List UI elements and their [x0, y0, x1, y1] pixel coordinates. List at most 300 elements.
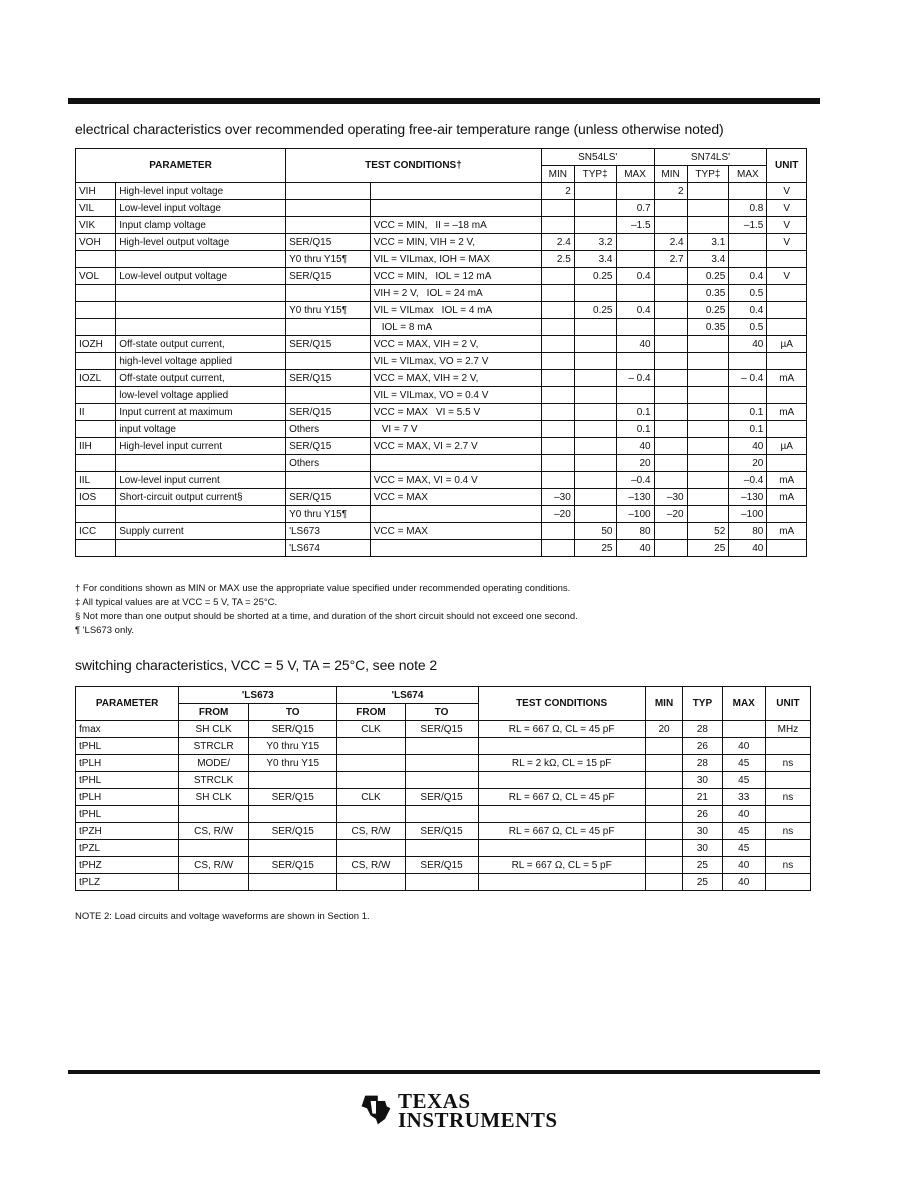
param-subgroup: Y0 thru Y15¶: [286, 251, 371, 268]
footnote-section: § Not more than one output should be shorted at a time, and duration of the short circuit should not exceed one second.: [75, 611, 578, 622]
value-a-min: [541, 455, 574, 472]
test-condition: [370, 183, 541, 200]
param-symbol: II: [76, 404, 116, 421]
unit: [767, 387, 807, 404]
unit: [765, 806, 810, 823]
param-description: High-level input voltage: [116, 183, 286, 200]
ls674-from: [337, 738, 405, 755]
value-a-min: [541, 370, 574, 387]
texas-instruments-logo-icon: [358, 1090, 394, 1130]
value-b-max: [729, 251, 767, 268]
value-max: 40: [722, 738, 765, 755]
value-b-min: [654, 268, 687, 285]
value-a-typ: [574, 183, 616, 200]
test-condition: [370, 421, 541, 438]
ls674-to: [405, 755, 478, 772]
param-subgroup: SER/Q15: [286, 268, 371, 285]
footnote-pilcrow: ¶ 'LS673 only.: [75, 625, 135, 636]
param-symbol: [76, 285, 116, 302]
param-description: Short-circuit output current§: [116, 489, 286, 506]
test-condition: RL = 667 Ω, CL = 45 pF: [478, 721, 645, 738]
value-b-min: [654, 438, 687, 455]
param-subgroup: SER/Q15: [286, 438, 371, 455]
test-condition-main: VCC = MAX, VI = 0.4 V: [373, 474, 478, 486]
value-typ: 21: [683, 789, 722, 806]
value-a-min: [541, 421, 574, 438]
value-b-typ: [687, 200, 729, 217]
value-a-typ: 0.25: [574, 268, 616, 285]
test-condition: [478, 874, 645, 891]
value-b-max: 80: [729, 523, 767, 540]
unit: [767, 540, 807, 557]
table-row: [76, 772, 811, 789]
table-row: [76, 506, 807, 523]
ls673-to: [248, 840, 336, 857]
ls674-from: [337, 840, 405, 857]
value-a-typ: 3.4: [574, 251, 616, 268]
header-min: MIN: [654, 166, 687, 183]
value-a-typ: [574, 217, 616, 234]
test-condition: [370, 506, 541, 523]
texas-instruments-wordmark: [398, 1089, 558, 1132]
param-symbol: VOH: [76, 234, 116, 251]
unit: [765, 772, 810, 789]
value-a-min: 2.4: [541, 234, 574, 251]
test-condition-secondary: II = –18 mA: [435, 219, 487, 231]
value-b-max: –100: [729, 506, 767, 523]
electrical-characteristics-table: [75, 148, 807, 557]
header-from: FROM: [179, 704, 249, 721]
value-b-max: 0.1: [729, 404, 767, 421]
value-a-typ: [574, 336, 616, 353]
table-row: [76, 472, 807, 489]
logo-line-instruments: INSTRUMENTS: [398, 1108, 558, 1132]
value-b-max: –0.4: [729, 472, 767, 489]
header-max: MAX: [729, 166, 767, 183]
param-description: High-level output voltage: [116, 234, 286, 251]
value-max: 45: [722, 840, 765, 857]
value-max: 45: [722, 823, 765, 840]
test-condition-main: VIL = VILmax, VO = 2.7 V: [373, 355, 489, 367]
unit: MHz: [765, 721, 810, 738]
test-condition-main: VIL = VILmax: [373, 304, 434, 316]
value-b-min: [654, 200, 687, 217]
test-condition: [370, 336, 541, 353]
value-b-min: [654, 404, 687, 421]
param-description: [116, 285, 286, 302]
value-typ: 28: [683, 721, 722, 738]
value-b-min: [654, 302, 687, 319]
table-row: [76, 823, 811, 840]
value-a-max: [616, 251, 654, 268]
value-a-typ: [574, 353, 616, 370]
value-b-max: 0.8: [729, 200, 767, 217]
value-a-max: [616, 234, 654, 251]
unit: ns: [765, 857, 810, 874]
header-max: MAX: [616, 166, 654, 183]
ls674-from: CS, R/W: [337, 823, 405, 840]
value-a-typ: [574, 404, 616, 421]
param-description: Input current at maximum: [116, 404, 286, 421]
table-row: [76, 234, 807, 251]
param-subgroup: SER/Q15: [286, 336, 371, 353]
value-a-min: [541, 472, 574, 489]
value-b-typ: [687, 421, 729, 438]
param-symbol: [76, 540, 116, 557]
value-b-typ: 3.1: [687, 234, 729, 251]
param-symbol: tPLH: [76, 755, 179, 772]
unit: V: [767, 234, 807, 251]
param-subgroup: Y0 thru Y15¶: [286, 506, 371, 523]
value-b-min: [654, 217, 687, 234]
value-a-max: [616, 285, 654, 302]
value-b-min: [654, 472, 687, 489]
header-test-conditions: TEST CONDITIONS: [478, 687, 645, 721]
test-condition-main: VCC = MAX, VI = 2.7 V: [373, 440, 478, 452]
ls673-to: Y0 thru Y15: [248, 738, 336, 755]
param-symbol: [76, 387, 116, 404]
test-condition: [370, 353, 541, 370]
value-a-min: 2.5: [541, 251, 574, 268]
test-condition: [370, 370, 541, 387]
value-b-max: 20: [729, 455, 767, 472]
param-subgroup: Y0 thru Y15¶: [286, 302, 371, 319]
param-description: Low-level input current: [116, 472, 286, 489]
value-typ: 26: [683, 738, 722, 755]
unit: [767, 251, 807, 268]
value-b-max: [729, 387, 767, 404]
ls674-from: CLK: [337, 789, 405, 806]
ls673-to: SER/Q15: [248, 721, 336, 738]
table-row: [76, 789, 811, 806]
param-symbol: IOZL: [76, 370, 116, 387]
header-to: TO: [248, 704, 336, 721]
value-a-typ: 3.2: [574, 234, 616, 251]
value-b-typ: 0.35: [687, 319, 729, 336]
ls673-from: [179, 840, 249, 857]
value-a-min: [541, 540, 574, 557]
test-condition-secondary: IOL = 8 mA: [381, 321, 433, 333]
test-condition: [370, 472, 541, 489]
value-a-typ: [574, 438, 616, 455]
value-a-max: 0.7: [616, 200, 654, 217]
value-a-max: –1.5: [616, 217, 654, 234]
test-condition: [370, 302, 541, 319]
unit: [765, 840, 810, 857]
header-parameter: PARAMETER: [76, 149, 286, 183]
note-2: NOTE 2: Load circuits and voltage waveforms are shown in Section 1.: [75, 911, 370, 922]
unit: [765, 874, 810, 891]
value-b-typ: [687, 404, 729, 421]
test-condition: [478, 772, 645, 789]
value-a-max: 0.1: [616, 404, 654, 421]
table-row: [76, 404, 807, 421]
param-symbol: IOZH: [76, 336, 116, 353]
ls673-to: [248, 806, 336, 823]
param-symbol: fmax: [76, 721, 179, 738]
param-symbol: [76, 251, 116, 268]
unit: [765, 738, 810, 755]
value-a-min: [541, 285, 574, 302]
header-sn74: SN74LS': [654, 149, 767, 166]
unit: V: [767, 268, 807, 285]
value-b-min: [654, 455, 687, 472]
value-a-typ: 50: [574, 523, 616, 540]
value-b-max: – 0.4: [729, 370, 767, 387]
footnote-dagger: † For conditions shown as MIN or MAX use the appropriate value specified under recommended operating conditions.: [75, 583, 571, 594]
ls673-from: [179, 874, 249, 891]
value-b-min: [654, 336, 687, 353]
value-b-min: 2: [654, 183, 687, 200]
test-condition: RL = 667 Ω, CL = 5 pF: [478, 857, 645, 874]
param-subgroup: SER/Q15: [286, 404, 371, 421]
param-symbol: IOS: [76, 489, 116, 506]
value-a-min: [541, 319, 574, 336]
param-description: High-level input current: [116, 438, 286, 455]
value-b-max: [729, 183, 767, 200]
ls673-to: [248, 772, 336, 789]
test-condition-main: VCC = MAX, VIH = 2 V,: [373, 338, 479, 350]
footnote-double-dagger: ‡ All typical values are at VCC = 5 V, TA = 25°C.: [75, 597, 278, 608]
unit: V: [767, 200, 807, 217]
ls674-from: CS, R/W: [337, 857, 405, 874]
param-symbol: [76, 302, 116, 319]
test-condition: [370, 234, 541, 251]
value-a-min: –20: [541, 506, 574, 523]
value-b-max: 0.5: [729, 285, 767, 302]
table-row: [76, 806, 811, 823]
value-min: [645, 806, 683, 823]
ls674-to: SER/Q15: [405, 823, 478, 840]
test-condition: [478, 840, 645, 857]
param-subgroup: [286, 200, 371, 217]
param-description: [116, 319, 286, 336]
test-condition-main: VCC = MIN,: [373, 270, 428, 282]
ls673-from: SH CLK: [179, 721, 249, 738]
value-b-typ: [687, 438, 729, 455]
value-a-typ: [574, 285, 616, 302]
param-subgroup: [286, 183, 371, 200]
table-row: [76, 183, 807, 200]
ls673-from: CS, R/W: [179, 857, 249, 874]
value-typ: 25: [683, 857, 722, 874]
value-b-min: –20: [654, 506, 687, 523]
value-b-typ: [687, 336, 729, 353]
value-b-typ: [687, 472, 729, 489]
value-b-typ: [687, 506, 729, 523]
param-symbol: tPZL: [76, 840, 179, 857]
param-description: low-level voltage applied: [116, 387, 286, 404]
unit: [767, 421, 807, 438]
param-description: [116, 506, 286, 523]
ls673-from: MODE/: [179, 755, 249, 772]
value-min: [645, 755, 683, 772]
unit: µA: [767, 336, 807, 353]
value-max: 40: [722, 874, 765, 891]
table-row: [76, 755, 811, 772]
value-min: [645, 823, 683, 840]
value-min: [645, 772, 683, 789]
param-symbol: tPZH: [76, 823, 179, 840]
ls674-to: [405, 840, 478, 857]
test-condition: RL = 2 kΩ, CL = 15 pF: [478, 755, 645, 772]
electrical-table-body: [76, 183, 807, 557]
ls674-from: [337, 755, 405, 772]
value-typ: 30: [683, 823, 722, 840]
unit: mA: [767, 404, 807, 421]
test-condition-secondary: IOL = 24 mA: [426, 287, 483, 299]
value-a-min: [541, 523, 574, 540]
param-description: Low-level input voltage: [116, 200, 286, 217]
ls673-from: [179, 806, 249, 823]
table-row: [76, 738, 811, 755]
header-ls673: 'LS673: [179, 687, 337, 704]
table-row: [76, 251, 807, 268]
param-description: Off-state output current,: [116, 370, 286, 387]
table-row: [76, 200, 807, 217]
table-row: [76, 387, 807, 404]
bottom-rule: [68, 1070, 820, 1074]
ls674-to: [405, 738, 478, 755]
value-a-max: 80: [616, 523, 654, 540]
unit: ns: [765, 789, 810, 806]
value-b-max: 0.4: [729, 268, 767, 285]
value-b-typ: [687, 387, 729, 404]
value-a-min: [541, 438, 574, 455]
value-b-min: [654, 353, 687, 370]
table-row: [76, 840, 811, 857]
param-symbol: [76, 421, 116, 438]
value-a-min: [541, 404, 574, 421]
header-min: MIN: [645, 687, 683, 721]
value-a-max: [616, 183, 654, 200]
ls674-from: [337, 874, 405, 891]
value-b-min: 2.4: [654, 234, 687, 251]
unit: [767, 506, 807, 523]
header-test-conditions: TEST CONDITIONS†: [286, 149, 542, 183]
header-max: MAX: [722, 687, 765, 721]
unit: ns: [765, 823, 810, 840]
value-b-typ: [687, 370, 729, 387]
param-symbol: IIH: [76, 438, 116, 455]
value-b-max: 0.1: [729, 421, 767, 438]
param-subgroup: 'LS673: [286, 523, 371, 540]
value-a-min: [541, 217, 574, 234]
ls673-from: SH CLK: [179, 789, 249, 806]
ls673-to: SER/Q15: [248, 823, 336, 840]
value-b-typ: [687, 183, 729, 200]
ls674-from: [337, 806, 405, 823]
test-condition-main: VCC = MAX: [373, 491, 428, 503]
value-b-min: –30: [654, 489, 687, 506]
param-description: input voltage: [116, 421, 286, 438]
value-a-max: 0.4: [616, 268, 654, 285]
value-a-typ: 0.25: [574, 302, 616, 319]
header-unit: UNIT: [765, 687, 810, 721]
table-row: [76, 370, 807, 387]
param-description: Input clamp voltage: [116, 217, 286, 234]
param-symbol: [76, 506, 116, 523]
param-symbol: tPHZ: [76, 857, 179, 874]
value-a-min: [541, 353, 574, 370]
value-b-typ: 3.4: [687, 251, 729, 268]
table-row: [76, 285, 807, 302]
test-condition-main: VCC = MIN, VIH = 2 V,: [373, 236, 476, 248]
unit: [767, 319, 807, 336]
param-subgroup: 'LS674: [286, 540, 371, 557]
value-a-max: 20: [616, 455, 654, 472]
test-condition: [370, 404, 541, 421]
ls674-to: [405, 806, 478, 823]
param-description: Low-level output voltage: [116, 268, 286, 285]
value-b-max: 40: [729, 540, 767, 557]
value-b-typ: 52: [687, 523, 729, 540]
param-symbol: tPLH: [76, 789, 179, 806]
switching-characteristics-table: [75, 686, 811, 891]
table-row: [76, 438, 807, 455]
ls674-to: SER/Q15: [405, 789, 478, 806]
param-description: [116, 540, 286, 557]
test-condition: [370, 387, 541, 404]
value-a-min: [541, 302, 574, 319]
test-condition-secondary: VI = 7 V: [381, 423, 418, 435]
table-row: [76, 217, 807, 234]
value-max: [722, 721, 765, 738]
table-row: [76, 268, 807, 285]
value-max: 40: [722, 857, 765, 874]
value-b-min: [654, 523, 687, 540]
value-max: 45: [722, 772, 765, 789]
param-subgroup: SER/Q15: [286, 370, 371, 387]
value-b-max: [729, 234, 767, 251]
electrical-characteristics-heading: electrical characteristics over recommended operating free-air temperature range (unless otherwise noted): [75, 121, 724, 137]
param-symbol: VOL: [76, 268, 116, 285]
test-condition: RL = 667 Ω, CL = 45 pF: [478, 823, 645, 840]
test-condition-main: VIL = VILmax, VO = 0.4 V: [373, 389, 489, 401]
param-description: [116, 302, 286, 319]
ls674-to: [405, 772, 478, 789]
param-symbol: ICC: [76, 523, 116, 540]
test-condition: [370, 285, 541, 302]
test-condition-secondary: IOL = 4 mA: [441, 304, 493, 316]
value-a-min: [541, 200, 574, 217]
test-condition: [370, 251, 541, 268]
param-subgroup: SER/Q15: [286, 489, 371, 506]
value-a-typ: [574, 200, 616, 217]
value-a-max: [616, 353, 654, 370]
unit: µA: [767, 438, 807, 455]
value-b-typ: [687, 455, 729, 472]
table-row: [76, 421, 807, 438]
value-b-max: 40: [729, 438, 767, 455]
value-a-typ: [574, 489, 616, 506]
value-a-typ: 25: [574, 540, 616, 557]
value-b-typ: [687, 217, 729, 234]
value-b-max: –1.5: [729, 217, 767, 234]
table-row: [76, 455, 807, 472]
value-b-min: [654, 540, 687, 557]
value-max: 33: [722, 789, 765, 806]
unit: V: [767, 183, 807, 200]
value-b-typ: 0.25: [687, 268, 729, 285]
value-max: 45: [722, 755, 765, 772]
value-a-min: –30: [541, 489, 574, 506]
param-subgroup: Others: [286, 455, 371, 472]
value-a-max: –130: [616, 489, 654, 506]
value-b-min: [654, 387, 687, 404]
test-condition: [370, 523, 541, 540]
value-b-min: 2.7: [654, 251, 687, 268]
